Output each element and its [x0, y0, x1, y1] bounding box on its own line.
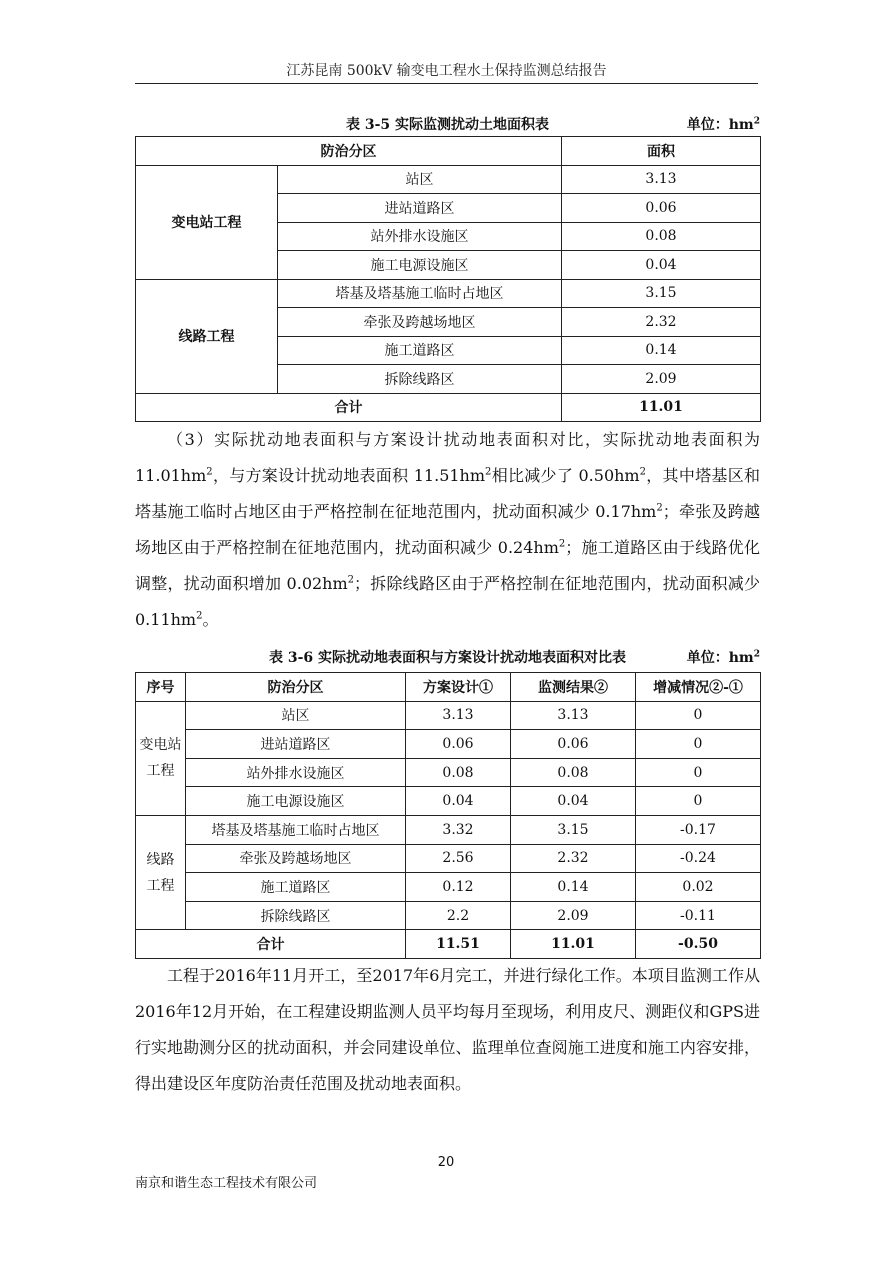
- zone-cell: 塔基及塔基施工临时占地区: [278, 279, 562, 308]
- monitor-cell: 2.09: [511, 901, 636, 930]
- design-cell: 2.2: [406, 901, 511, 930]
- change-cell: -0.17: [636, 815, 761, 844]
- table-total-row: [136, 393, 761, 422]
- table-3-5-unit: 单位：$hm^2$: [686, 116, 760, 133]
- table-header-row: [136, 137, 761, 166]
- table-row: [136, 815, 761, 844]
- zone-cell: 施工电源设施区: [278, 251, 562, 280]
- page-number: 20: [437, 1155, 455, 1170]
- total-label-cell: 合计: [136, 393, 562, 422]
- group-cell: 变电站 工程: [136, 701, 186, 815]
- table-3-5-title: 表 3-5 实际监测扰动土地面积表: [345, 117, 550, 133]
- monitor-cell: 0.06: [511, 730, 636, 759]
- table-row: [136, 279, 761, 308]
- area-cell: 3.15: [562, 279, 761, 308]
- footer-company: 南京和谐生态工程技术有限公司: [135, 1176, 318, 1191]
- monitor-cell: 3.13: [511, 701, 636, 730]
- zone-cell: 拆除线路区: [186, 901, 406, 930]
- change-cell: -0.24: [636, 844, 761, 873]
- area-cell: 0.04: [562, 251, 761, 280]
- zone-cell: 施工道路区: [278, 336, 562, 365]
- design-cell: 0.06: [406, 730, 511, 759]
- zone-cell: 站区: [186, 701, 406, 730]
- table-row: [136, 901, 761, 930]
- change-cell: 0: [636, 787, 761, 816]
- zone-cell: 站外排水设施区: [278, 222, 562, 251]
- monitor-cell: 0.08: [511, 758, 636, 787]
- design-cell: 0.04: [406, 787, 511, 816]
- header-cell: 面积: [562, 137, 761, 166]
- table-row: [136, 787, 761, 816]
- design-cell: 2.56: [406, 844, 511, 873]
- total-area-cell: 11.01: [562, 393, 761, 422]
- design-cell: 3.13: [406, 701, 511, 730]
- change-cell: 0: [636, 730, 761, 759]
- table-3-6-unit: 单位：$hm^2$: [686, 649, 760, 666]
- group-cell: 线路 工程: [136, 815, 186, 929]
- table-total-row: [136, 930, 761, 959]
- monitor-cell: 3.15: [511, 815, 636, 844]
- zone-cell: 进站道路区: [278, 194, 562, 223]
- header-cell: 防治分区: [136, 137, 562, 166]
- monitor-cell: 0.04: [511, 787, 636, 816]
- monitor-cell: 0.14: [511, 873, 636, 902]
- area-cell: 0.08: [562, 222, 761, 251]
- table-row: [136, 165, 761, 194]
- zone-cell: 牵张及跨越场地区: [278, 308, 562, 337]
- design-cell: 3.32: [406, 815, 511, 844]
- design-cell: 0.12: [406, 873, 511, 902]
- header-cell: 增减情况②-①: [636, 673, 761, 702]
- area-cell: 2.09: [562, 365, 761, 394]
- area-cell: 0.14: [562, 336, 761, 365]
- change-cell: 0: [636, 758, 761, 787]
- total-design-cell: 11.51: [406, 930, 511, 959]
- header-divider: [135, 83, 758, 84]
- table-3-5: [135, 136, 761, 422]
- zone-cell: 拆除线路区: [278, 365, 562, 394]
- running-header: 江苏昆南 500kV 输变电工程水土保持监测总结报告: [286, 63, 607, 79]
- table-row: [136, 844, 761, 873]
- total-monitor-cell: 11.01: [511, 930, 636, 959]
- group-cell: 线路工程: [136, 279, 278, 393]
- header-cell: 方案设计①: [406, 673, 511, 702]
- area-cell: 3.13: [562, 165, 761, 194]
- table-row: [136, 730, 761, 759]
- change-cell: 0.02: [636, 873, 761, 902]
- table-3-6-title: 表 3-6 实际扰动地表面积与方案设计扰动地表面积对比表: [268, 650, 627, 666]
- zone-cell: 牵张及跨越场地区: [186, 844, 406, 873]
- area-cell: 0.06: [562, 194, 761, 223]
- zone-cell: 进站道路区: [186, 730, 406, 759]
- table-row: [136, 758, 761, 787]
- group-cell: 变电站工程: [136, 165, 278, 279]
- header-cell: 监测结果②: [511, 673, 636, 702]
- area-cell: 2.32: [562, 308, 761, 337]
- zone-cell: 塔基及塔基施工临时占地区: [186, 815, 406, 844]
- change-cell: 0: [636, 701, 761, 730]
- monitoring-method-paragraph: 工程于2016年11月开工，至2017年6月完工，并进行绿化工作。本项目监测工作从2016年12月开始，在工程建设期监测人员平均每月至现场，利用皮尺、测距仪和GPS进行实地勘测分区的扰动面积，并会同建设单位、监理单位查阅施工进度和施工内容安排，得出建设区年度防治责任范围及扰动地表面积。: [135, 966, 760, 1093]
- zone-cell: 施工道路区: [186, 873, 406, 902]
- design-cell: 0.08: [406, 758, 511, 787]
- change-cell: -0.11: [636, 901, 761, 930]
- table-3-6: [135, 672, 761, 959]
- comparison-paragraph: （3）实际扰动地表面积与方案设计扰动地表面积对比，实际扰动地表面积为 $11.01hm^2$，与方案设计扰动地表面积 $11.51hm^2$相比减少了 $0.50hm^2$，其中塔基区和塔基施工临时占地区由于严格控制在征地范围内，扰动面积减少 $0.17hm^2$；牵张及跨越场地区由于严格控制在征地范围内，扰动面积减少 $0.24hm^2$；施工道路区由于线路优化调整，扰动面积增加 $0.02hm^2$；拆除线路区由于严格控制在征地范围内，扰动面积减少 $0.11hm^2$。: [135, 430, 760, 629]
- table-row: [136, 701, 761, 730]
- monitor-cell: 2.32: [511, 844, 636, 873]
- table-row: [136, 873, 761, 902]
- table-3-5-caption: [135, 112, 760, 134]
- table-header-row: [136, 673, 761, 702]
- total-change-cell: -0.50: [636, 930, 761, 959]
- zone-cell: 施工电源设施区: [186, 787, 406, 816]
- header-cell: 序号: [136, 673, 186, 702]
- table-3-6-caption: [135, 645, 760, 667]
- header-cell: 防治分区: [186, 673, 406, 702]
- total-label-cell: 合计: [136, 930, 406, 959]
- zone-cell: 站外排水设施区: [186, 758, 406, 787]
- zone-cell: 站区: [278, 165, 562, 194]
